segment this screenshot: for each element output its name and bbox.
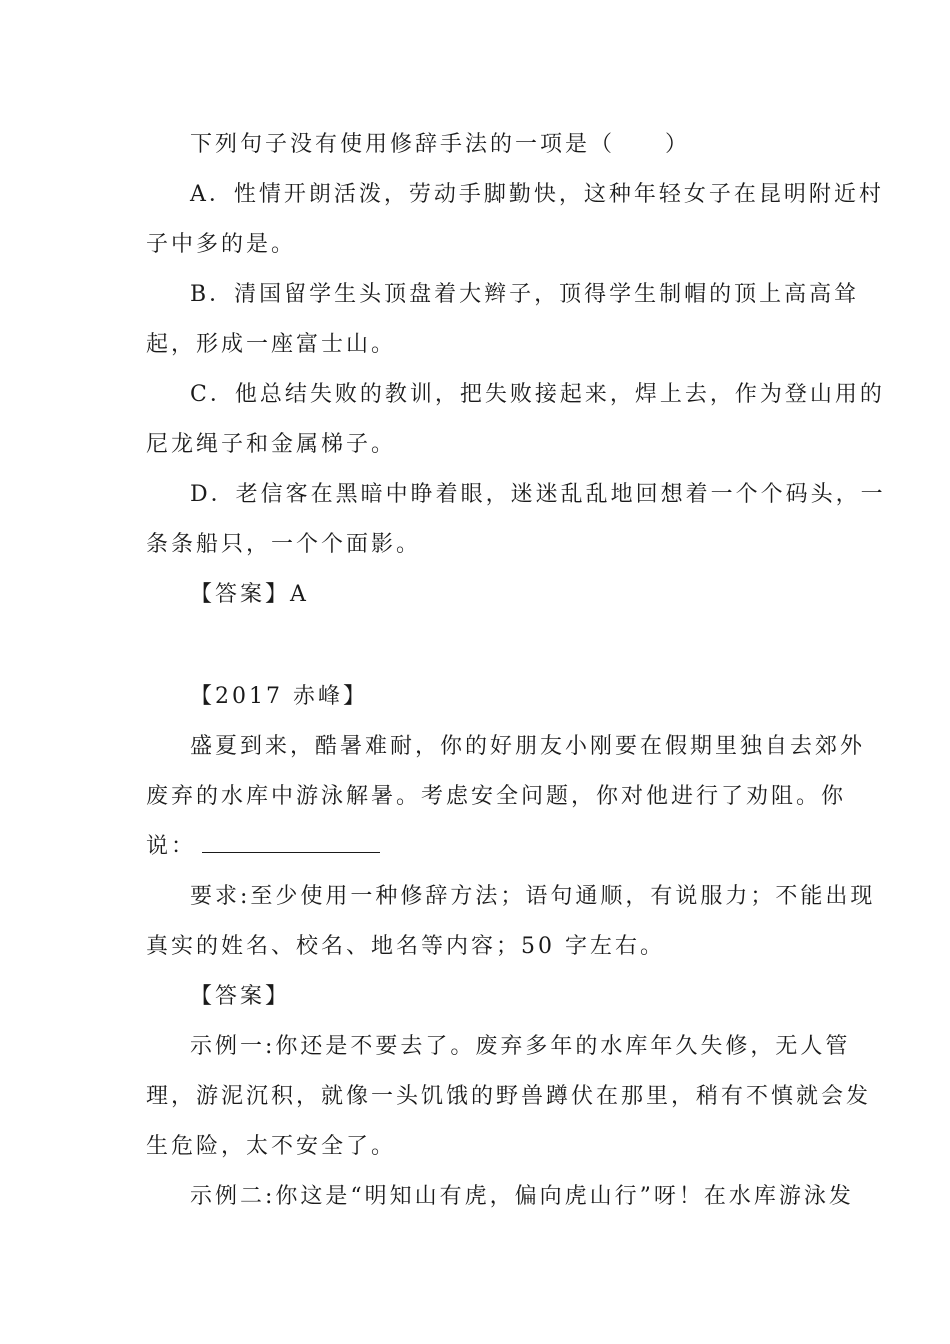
question-stem: 下列句子没有使用修辞手法的一项是（ ） — [190, 132, 691, 157]
prompt-line3 — [146, 822, 816, 872]
example1-line3: 生危险，太不安全了。 — [146, 1134, 397, 1159]
example1-line1: 示例一:你还是不要去了。废弃多年的水库年久失修，无人管 — [190, 1034, 851, 1059]
source-label: 【2017 赤峰】 — [190, 684, 368, 709]
prompt-line1: 盛夏到来，酷暑难耐，你的好朋友小刚要在假期里独自去郊外 — [190, 734, 866, 759]
option-b-line1: B．清国留学生头顶盘着大辫子，顶得学生制帽的顶上高高耸 — [190, 282, 860, 307]
answer-label: 【答案】 — [190, 984, 291, 1009]
answer-1: 【答案】A — [190, 582, 309, 607]
requirement-line1: 要求:至少使用一种修辞方法；语句通顺，有说服力；不能出现 — [190, 884, 876, 909]
document-page — [146, 120, 886, 1222]
option-c-line2: 尼龙绳子和金属梯子。 — [146, 432, 397, 457]
example1-line2: 理，游泥沉积，就像一头饥饿的野兽蹲伏在那里，稍有不慎就会发 — [146, 1084, 872, 1109]
requirement-line2: 真实的姓名、校名、地名等内容；50 字左右。 — [146, 934, 665, 959]
prompt-say-label: 说： — [146, 834, 197, 859]
option-d-line1: D．老信客在黑暗中睁着眼，迷迷乱乱地回想着一个个码头，一 — [190, 482, 886, 507]
answer-blank — [202, 834, 380, 853]
example2-line1: 示例二:你这是“明知山有虎，偏向虎山行”呀！在水库游泳发 — [190, 1184, 854, 1209]
section-gap — [146, 620, 816, 672]
option-b-line2: 起，形成一座富士山。 — [146, 332, 397, 357]
option-a-line2: 子中多的是。 — [146, 232, 297, 257]
option-c-line1: C．他总结失败的教训，把失败接起来，焊上去，作为登山用的 — [190, 382, 885, 407]
option-a-line1: A．性情开朗活泼，劳动手脚勤快，这种年轻女子在昆明附近村 — [190, 182, 884, 207]
prompt-line2: 废弃的水库中游泳解暑。考虑安全问题，你对他进行了劝阻。你 — [146, 784, 847, 809]
option-d-line2: 条条船只，一个个面影。 — [146, 532, 422, 557]
